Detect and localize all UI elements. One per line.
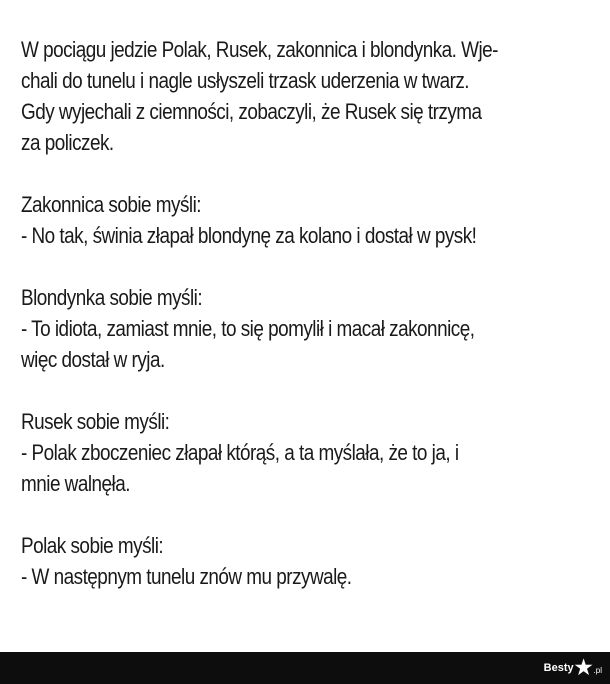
text-line: więc dostał w ryja. [21,347,165,372]
brand-name: Besty [543,662,574,674]
brand-tld: .pl [593,665,602,675]
paragraph-nun [21,189,589,251]
text-line: - No tak, świnia złapał blondynę za kolano i dostał w pysk! [21,223,477,248]
text-line: - W następnym tunelu znów mu przywalę. [21,564,352,589]
text-line: Gdy wyjechali z ciemności, zobaczyli, że Rusek się trzyma [21,99,482,124]
text-line: Zakonnica sobie myśli: [21,192,202,217]
text-line: za policzek. [21,130,114,155]
text-line: Rusek sobie myśli: [21,409,170,434]
text-line: - To idiota, zamiast mnie, to się pomylił i macał zakonnicę, [21,316,475,341]
text-line: Polak sobie myśli: [21,533,164,558]
text-line: W pociągu jedzie Polak, Rusek, zakonnica i blondynka. Wje- [21,37,498,62]
text-line: Blondynka sobie myśli: [21,285,203,310]
paragraph-pole [21,530,589,592]
paragraph-intro [21,34,589,158]
footer-bar [0,652,610,684]
text-line: - Polak zboczeniec złapał którąś, a ta myślała, że to ja, i [21,440,459,465]
brand-logo[interactable] [544,659,602,677]
text-line: chali do tunelu i nagle usłyszeli trzask uderzenia w twarz. [21,68,470,93]
paragraph-blonde [21,282,589,375]
star-icon: ★ [574,657,593,679]
joke-text [21,34,589,623]
text-line: mnie walnęła. [21,471,130,496]
paragraph-russian [21,406,589,499]
